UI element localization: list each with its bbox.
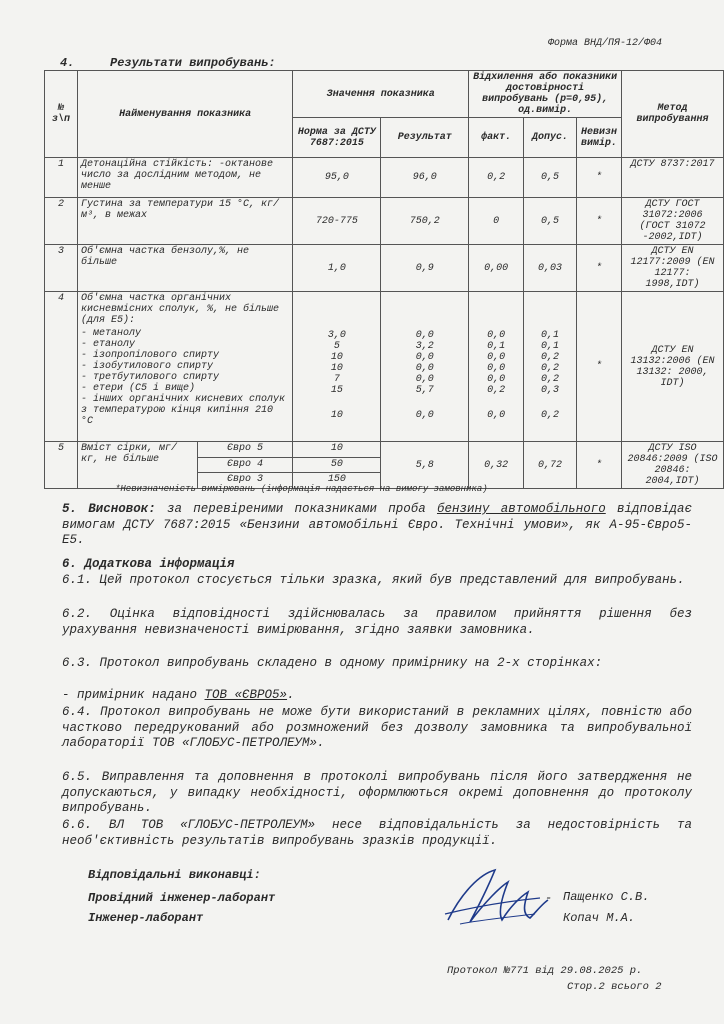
row-number: 4 xyxy=(45,292,78,442)
row4-item-result: 0,0 xyxy=(415,352,434,363)
header-norm: Норма за ДСТУ 7687:2015 xyxy=(293,118,381,158)
row-name: Вміст сірки, мг/кг, не більше xyxy=(77,442,197,489)
row-fact xyxy=(469,292,524,442)
row4-item-fact: 0,0 xyxy=(487,410,506,421)
role-engineer: Інженер-лаборант xyxy=(88,911,204,925)
copy-suffix: . xyxy=(287,688,295,702)
row-norm: 150 xyxy=(293,473,381,489)
row-fact: 0,00 xyxy=(469,245,524,292)
table-row xyxy=(45,292,724,442)
row-result: 750,2 xyxy=(381,198,469,245)
row-result: 5,8 xyxy=(381,442,469,489)
row4-item-name: - етери (С5 і вище) xyxy=(80,383,195,394)
handwritten-signature xyxy=(440,862,555,932)
row-uncertainty: * xyxy=(577,292,622,442)
row4-item-fact: 0,0 xyxy=(487,352,506,363)
row-method: ДСТУ 8737:2017 xyxy=(622,158,724,198)
row-uncertainty: * xyxy=(577,198,622,245)
row4-item-result: 3,2 xyxy=(415,341,434,352)
row-allowed: 0,5 xyxy=(524,198,577,245)
row-norm: 10 xyxy=(293,442,381,458)
row4-item-result: 0,0 xyxy=(415,363,434,374)
row4-item-name: - метанолу xyxy=(80,328,141,339)
paragraph-6-6: 6.6. ВЛ ТОВ «ГЛОБУС-ПЕТРОЛЕУМ» несе відповідальність за недостовірність та необ'єктивність результатів випробувань зразків продукції. xyxy=(62,818,692,848)
section-4-heading xyxy=(60,56,276,70)
paragraph-6-4: 6.4. Протокол випробувань не може бути використаний в рекламних цілях, повністю або частково передрукований або розмножений без дозволу замовника та випробувальної лабораторії ТОВ «ГЛОБУС-ПЕТРОЛЕУМ». xyxy=(62,705,692,750)
row4-item-norm: 5 xyxy=(333,341,340,352)
row-uncertainty: * xyxy=(577,442,622,489)
section-5-label: Висновок: xyxy=(88,502,156,516)
paragraph-6-3-copy xyxy=(62,688,692,704)
row4-item-name: - третбутилового спирту xyxy=(80,372,219,383)
copy-recipient: ТОВ «ЄВРО5» xyxy=(204,688,288,702)
row-fact: 0 xyxy=(469,198,524,245)
row4-item-norm: 7 xyxy=(333,374,340,385)
header-deviation: Відхилення або показники достовірності випробувань (р=0,95), од.вимір. xyxy=(469,71,622,118)
row4-item-norm: 15 xyxy=(330,385,343,396)
page-counter: Стор.2 всього 2 xyxy=(567,981,662,993)
header-number: № з\п xyxy=(45,71,78,158)
row4-item-allowed: 0,1 xyxy=(541,330,560,341)
row4-item-norm: 10 xyxy=(330,352,343,363)
table-footnote: *Невизначеність вимірювань (інформація надається на вимогу замовника) xyxy=(115,484,488,494)
row-allowed: 0,72 xyxy=(524,442,577,489)
row-norm xyxy=(293,292,381,442)
row4-item-allowed: 0,2 xyxy=(541,374,560,385)
row-method: ДСТУ EN 13132:2006 (EN 13132: 2000, IDT) xyxy=(622,292,724,442)
header-uncertainty: Невизн вимір. xyxy=(577,118,622,158)
row4-item-fact: 0,0 xyxy=(487,363,506,374)
paragraph-6-1: 6.1. Цей протокол стосується тільки зразка, який був представлений для випробувань. xyxy=(62,573,685,587)
header-method: Метод випробування xyxy=(622,71,724,158)
row4-item-fact: 0,0 xyxy=(487,374,506,385)
row-norm: 1,0 xyxy=(293,245,381,292)
section-6-heading xyxy=(62,557,692,573)
row-name: Об'ємна частка бензолу,%, не більше xyxy=(77,245,292,292)
row-norm: 50 xyxy=(293,457,381,473)
row4-item-result: 5,7 xyxy=(415,385,434,396)
row-allowed: 0,03 xyxy=(524,245,577,292)
row4-item-norm: 3,0 xyxy=(327,330,346,341)
row-name: Детонаційна стійкість: -октанове число за дослідним методом, не менше xyxy=(77,158,292,198)
table-row xyxy=(45,158,724,198)
row4-item-result: 0,0 xyxy=(415,410,434,421)
table-row xyxy=(45,442,724,458)
row-name: Густина за температури 15 °С, кг/м³, в межах xyxy=(77,198,292,245)
row4-item-result: 0,0 xyxy=(415,374,434,385)
row4-intro: Об'ємна частка органічних кисневмісних сполук, %, не більше (для Е5): xyxy=(80,293,279,326)
row-result xyxy=(381,292,469,442)
row-number: 1 xyxy=(45,158,78,198)
row-norm: 95,0 xyxy=(293,158,381,198)
row-uncertainty: * xyxy=(577,245,622,292)
row4-item-allowed: 0,2 xyxy=(541,352,560,363)
section-5-text-before: за перевіреними показниками проба xyxy=(155,502,437,516)
row-method: ДСТУ ISO 20846:2009 (ISO 20846: 2004,IDT) xyxy=(622,442,724,489)
section-5-conclusion xyxy=(62,502,692,549)
section-6-number: 6. xyxy=(62,557,78,571)
euro-class-label: Євро 3 xyxy=(197,473,293,489)
header-name: Найменування показника xyxy=(77,71,292,158)
row-allowed xyxy=(524,292,577,442)
row4-item-allowed: 0,1 xyxy=(541,341,560,352)
row4-item-name: - ізобутилового спирту xyxy=(80,361,213,372)
row-uncertainty: * xyxy=(577,158,622,198)
row-result: 0,9 xyxy=(381,245,469,292)
row-fact: 0,2 xyxy=(469,158,524,198)
section-4-number: 4. xyxy=(60,56,75,70)
role-lead-engineer: Провідний інженер-лаборант xyxy=(88,891,276,905)
copy-prefix: - примірник надано xyxy=(62,688,205,702)
row4-item-allowed: 0,2 xyxy=(541,363,560,374)
row4-item-result: 0,0 xyxy=(415,330,434,341)
row-method: ДСТУ EN 12177:2009 (EN 12177: 1998,IDT) xyxy=(622,245,724,292)
row4-item-norm: 10 xyxy=(330,410,343,421)
header-result: Результат xyxy=(381,118,469,158)
row-norm: 720-775 xyxy=(293,198,381,245)
section-5-underlined: бензину автомобільного xyxy=(436,502,606,516)
protocol-reference: Протокол №771 від 29.08.2025 р. xyxy=(447,965,643,977)
section-5-number: 5. xyxy=(62,502,78,516)
row4-item-fact: 0,2 xyxy=(487,385,506,396)
paragraph-6-5: 6.5. Виправлення та доповнення в протоколі випробувань після його затвердження не допускаються, у випадку необхідності, оформлюються окремі доповнення до протоколу випробувань. xyxy=(62,770,692,815)
row4-item-norm: 10 xyxy=(330,363,343,374)
row-result: 96,0 xyxy=(381,158,469,198)
row4-item-fact: 0,0 xyxy=(487,330,506,341)
row-name xyxy=(77,292,292,442)
row-fact: 0,32 xyxy=(469,442,524,489)
name-kopach: Копач М.А. xyxy=(563,911,636,925)
table-row xyxy=(45,245,724,292)
row4-item-allowed: 0,3 xyxy=(541,385,560,396)
row-method: ДСТУ ГОСТ 31072:2006 (ГОСТ 31072 -2002,IDT) xyxy=(622,198,724,245)
row-number: 3 xyxy=(45,245,78,292)
section-4-title: Результати випробувань: xyxy=(110,56,276,70)
form-reference: Форма ВНД/ПЯ-12/Ф04 xyxy=(548,38,663,49)
name-pashchenko: Пащенко С.В. xyxy=(563,890,650,904)
paragraph-6-3: 6.3. Протокол випробувань складено в одному примірнику на 2-х сторінках: xyxy=(62,656,603,670)
paragraph-6-2: 6.2. Оцінка відповідності здійснювалась за правилом прийняття рішення без урахування невизначеності вимірювання, згідно заявки замовника. xyxy=(62,607,692,637)
row-number: 5 xyxy=(45,442,78,489)
row-number: 2 xyxy=(45,198,78,245)
section-5-text-after: відповідає вимогам ДСТУ 7687:2015 «Бензини автомобільні Євро. Технічні умови», як А-95-Євро5-Е5. xyxy=(62,502,692,547)
header-fact: факт. xyxy=(469,118,524,158)
results-table xyxy=(44,70,724,489)
header-values: Значення показника xyxy=(293,71,469,118)
row4-item-allowed: 0,2 xyxy=(541,410,560,421)
euro-class-label: Євро 5 xyxy=(197,442,293,458)
section-6-title: Додаткова інформація xyxy=(84,557,235,571)
row4-item-fact: 0,1 xyxy=(487,341,506,352)
signatures-title: Відповідальні виконавці: xyxy=(88,868,261,882)
row4-item-name: - етанолу xyxy=(80,339,135,350)
row4-item-name: - інших органічних кисневих сполук з температурою кінця кипіння 210 °С xyxy=(80,394,285,427)
euro-class-label: Євро 4 xyxy=(197,457,293,473)
header-allowed: Допус. xyxy=(524,118,577,158)
signature-dash: - xyxy=(545,891,553,905)
row-allowed: 0,5 xyxy=(524,158,577,198)
row4-item-name: - ізопропілового спирту xyxy=(80,350,219,361)
table-row xyxy=(45,198,724,245)
